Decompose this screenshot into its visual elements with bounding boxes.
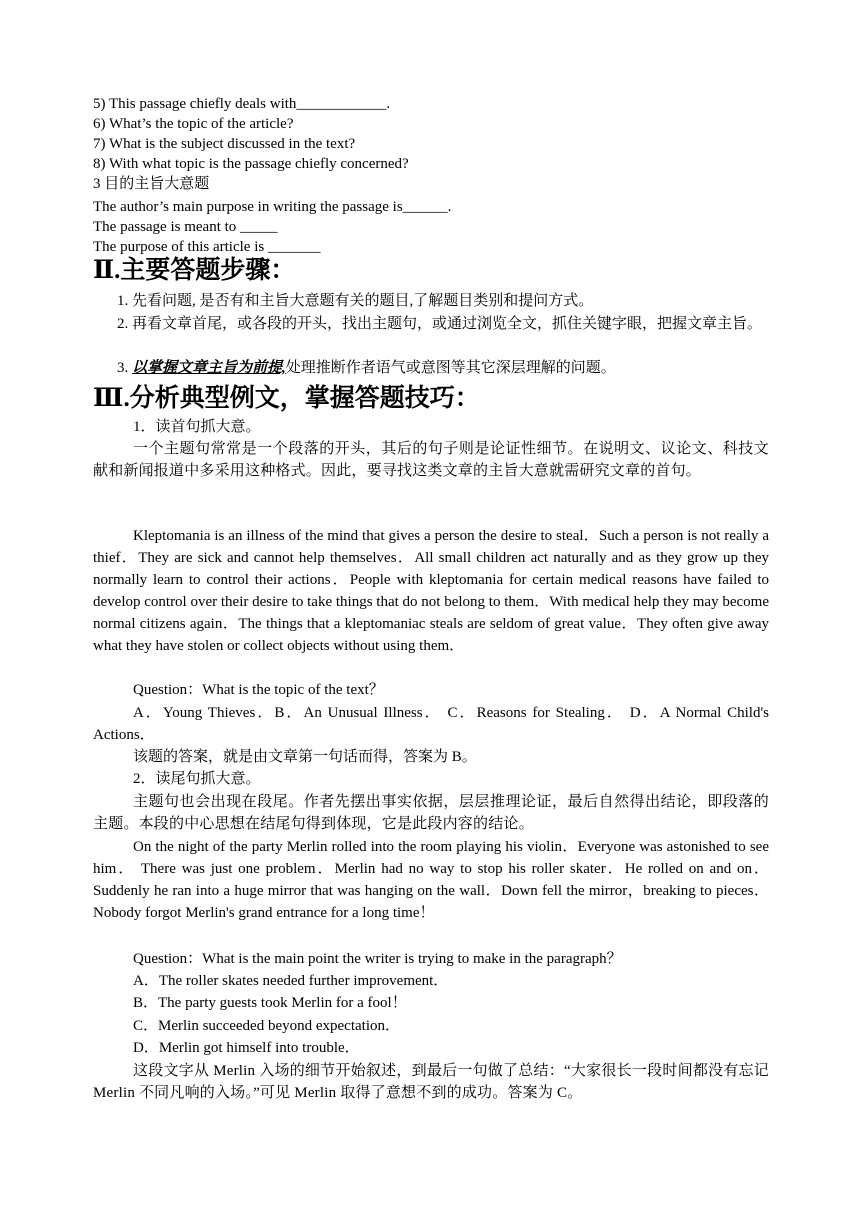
purpose-line-2: The passage is meant to _____ — [93, 219, 278, 235]
passage-2: On the night of the party Merlin rolled into the room playing his violin．Everyone was astonished to see him． There was just one problem．Merlin had no way to stop his roller skater．He rolled on and on．Suddenly he ran into a huge mirror that was hanging on the wall．Down fell the mirror，breaking to pieces．Nobody forgot Merlin's grand entrance for a long time！ — [93, 839, 769, 921]
section-3-heading: Ⅲ.分析典型例文，掌握答题技巧： — [93, 385, 480, 412]
step-3 — [117, 358, 797, 378]
step-2: 2. 再看文章首尾，或各段的开头，找出主题句，或通过浏览全文，抓住关键字眼，把握文章主旨。 — [117, 316, 763, 332]
answer-1: 该题的答案，就是由文章第一句话而得，答案为 B。 — [133, 749, 477, 765]
question-8: 8) With what topic is the passage chiefly concerned? — [93, 156, 409, 172]
option-a: A．The roller skates needed further improvement． — [133, 973, 449, 989]
option-d: D．Merlin got himself into trouble． — [133, 1040, 360, 1056]
answer-2: 这段文字从 Merlin 入场的细节开始叙述，到最后一句做了总结：“大家很长一段时间都没有忘记 Merlin 不同凡响的入场。”可见 Merlin 取得了意想不到的成功。答案为 C。 — [93, 1063, 769, 1101]
tip-2-body: 主题句也会出现在段尾。作者先摆出事实依据，层层推理论证，最后自然得出结论，即段落的主题。本段的中心思想在结尾句得到体现，它是此段内容的结论。 — [93, 794, 769, 832]
step-3-prefix: 3. — [117, 360, 132, 376]
question-7: 7) What is the subject discussed in the text? — [93, 136, 356, 152]
step-3-emphasis: 以掌握文章主旨为前提, — [132, 360, 286, 376]
options-1: A．Young Thieves．B．An Unusual Illness． C．Reasons for Stealing． D．A Normal Child's Actions． — [93, 705, 769, 743]
subheading-purpose: 3 目的主旨大意题 — [93, 176, 210, 192]
tip-1-title: 1．读首句抓大意。 — [133, 419, 261, 435]
purpose-line-1: The author’s main purpose in writing the passage is______. — [93, 199, 452, 215]
option-b: B．The party guests took Merlin for a fool！ — [133, 995, 407, 1011]
section-2-heading: Ⅱ.主要答题步骤： — [93, 257, 296, 284]
question-1: Question：What is the topic of the text？ — [133, 682, 384, 698]
tip-1-body: 一个主题句常常是一个段落的开头，其后的句子则是论证性细节。在说明文、议论文、科技文献和新闻报道中多采用这种格式。因此，要寻找这类文章的主旨大意就需研究文章的首句。 — [93, 441, 769, 479]
passage-1: Kleptomania is an illness of the mind that gives a person the desire to steal．Such a person is not really a thief．They are sick and cannot help themselves．All small children act naturally and as they grow up they normally learn to control their actions．People with kleptomania for certain medical reasons have failed to develop control over their desire to take things that do not belong to them．With medical help they may become normal citizens again．The things that a kleptomaniac steals are seldom of great value．They often give away what they have stolen or collect objects without using them． — [93, 528, 769, 654]
step-3-rest: 处理推断作者语气或意图等其它深层理解的问题。 — [285, 360, 616, 376]
option-c: C．Merlin succeeded beyond expectation． — [133, 1018, 400, 1034]
tip-2-title: 2．读尾句抓大意。 — [133, 771, 261, 787]
question-2: Question：What is the main point the writer is trying to make in the paragraph？ — [133, 951, 622, 967]
question-5: 5) This passage chiefly deals with____________. — [93, 96, 391, 112]
question-6: 6) What’s the topic of the article? — [93, 116, 294, 132]
purpose-line-3: The purpose of this article is _______ — [93, 239, 321, 255]
step-1: 1. 先看问题, 是否有和主旨大意题有关的题目,了解题目类别和提问方式。 — [117, 293, 594, 309]
